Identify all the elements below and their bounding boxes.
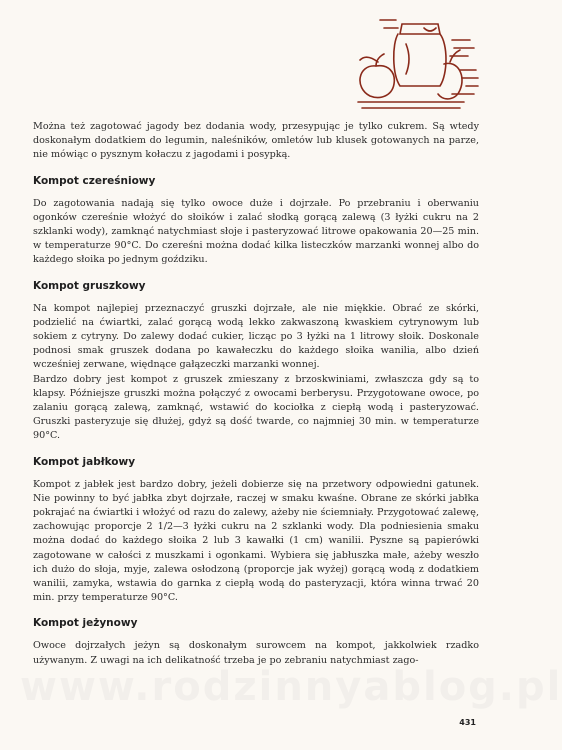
section-heading-apple: Kompot jabłkowy [33, 455, 136, 468]
section-paragraph: Na kompot najlepiej przeznaczyć gruszki dojrzałe, ale nie miękkie. Obrać ze skórki, podzielić na ćwiartki, zalać gorącą wodą lekko zakwaszoną kwaskiem cytrynowym lub sokiem z cytryny. Do zalewy dodać cukier, licząc po 3 łyżki na 1 litrowy słoik. Doskonale podnosi smak gruszek dodana po kawałeczku do każdego słoika wanilia, albo dzień wcześniej zerwane, więdnące gałązeczki marzanki wonnej. [33, 302, 479, 371]
intro-paragraph: Można też zagotować jagody bez dodania wody, przesypując je tylko cukrem. Są wtedy doskonałym dodatkiem do legumin, naleśników, omletów lub klusek gotowanych na parze, nie mówiąc o pysznym kołaczu z jagodami i posypką. [33, 121, 479, 161]
section-heading-blackberry: Kompot jeżynowy [33, 617, 138, 630]
section-paragraph: Kompot z jabłek jest bardzo dobry, jeżeli dobierze się na przetwory odpowiedni gatunek. Nie powinny to być jabłka zbyt dojrzałe, raczej w smaku kwaśne. Obrane ze skórki jabłka pokrajać na ćwiartki i włożyć od razu do zalewy, ażeby nie ściemniały. Przygotować zalewę, zachowując proporcje 2 1/2—3 łyżki cukru na 2 szklanki wody. Dla podniesienia smaku można dodać do każdego słoika 2 lub 3 kawałki (1 cm) wanilii. Pyszne są papierówki zagotowane w całości z muszkami i ogonkami. Wybiera się jabłuszka małe, ażeby weszło ich dużo do słoja, myje, zalewa osłodzoną (proporcje jak wyżej) gorącą wodą z dodatkiem wanilii, zamyka, wstawia do garnka z ciepłą wodą do pasteryzacji, która winna trwać 20 min. przy temperaturze 90°C. [33, 478, 479, 604]
fruit-jar-illustration [340, 4, 480, 116]
section-paragraph: Bardzo dobry jest kompot z gruszek zmieszany z brzoskwiniami, zwłaszcza gdy są to klapsy. Późniejsze gruszki można połączyć z owocami berberysu. Przygotowane owoce, po zalaniu gorącą zalewą, zamknąć, wstawić do kociołka z ciepłą wodą i pasteryzować. Gruszki pasteryzuje się dłużej, gdyż są dość twarde, co najmniej 30 min. w temperaturze 90°C. [33, 373, 479, 442]
section-paragraph: Owoce dojrzałych jeżyn są doskonałym surowcem na kompot, jakkolwiek rzadko używanym. Z uwagi na ich delikatność trzeba je po zebraniu natychmiast zago- [33, 640, 479, 666]
page-number: 431 [459, 718, 476, 727]
section-paragraph: Do zagotowania nadają się tylko owoce duże i dojrzałe. Po przebraniu i oberwaniu ogonków czereśnie włożyć do słoików i zalać słodką gorącą zalewą (3 łyżki cukru na 2 szklanki wody), zamknąć natychmiast słoje i pasteryzować litrowe opakowania 20—25 min. w temperaturze 90°C. Do czereśni można dodać kilka listeczków marzanki wonnej albo do każdego słoika po jednym goździku. [33, 197, 479, 266]
watermark: www.rodzinnyablog.pl [20, 664, 562, 710]
recipe-text [33, 120, 479, 674]
section-heading-cherry: Kompot czereśniowy [33, 174, 156, 187]
section-heading-pear: Kompot gruszkowy [33, 279, 146, 292]
